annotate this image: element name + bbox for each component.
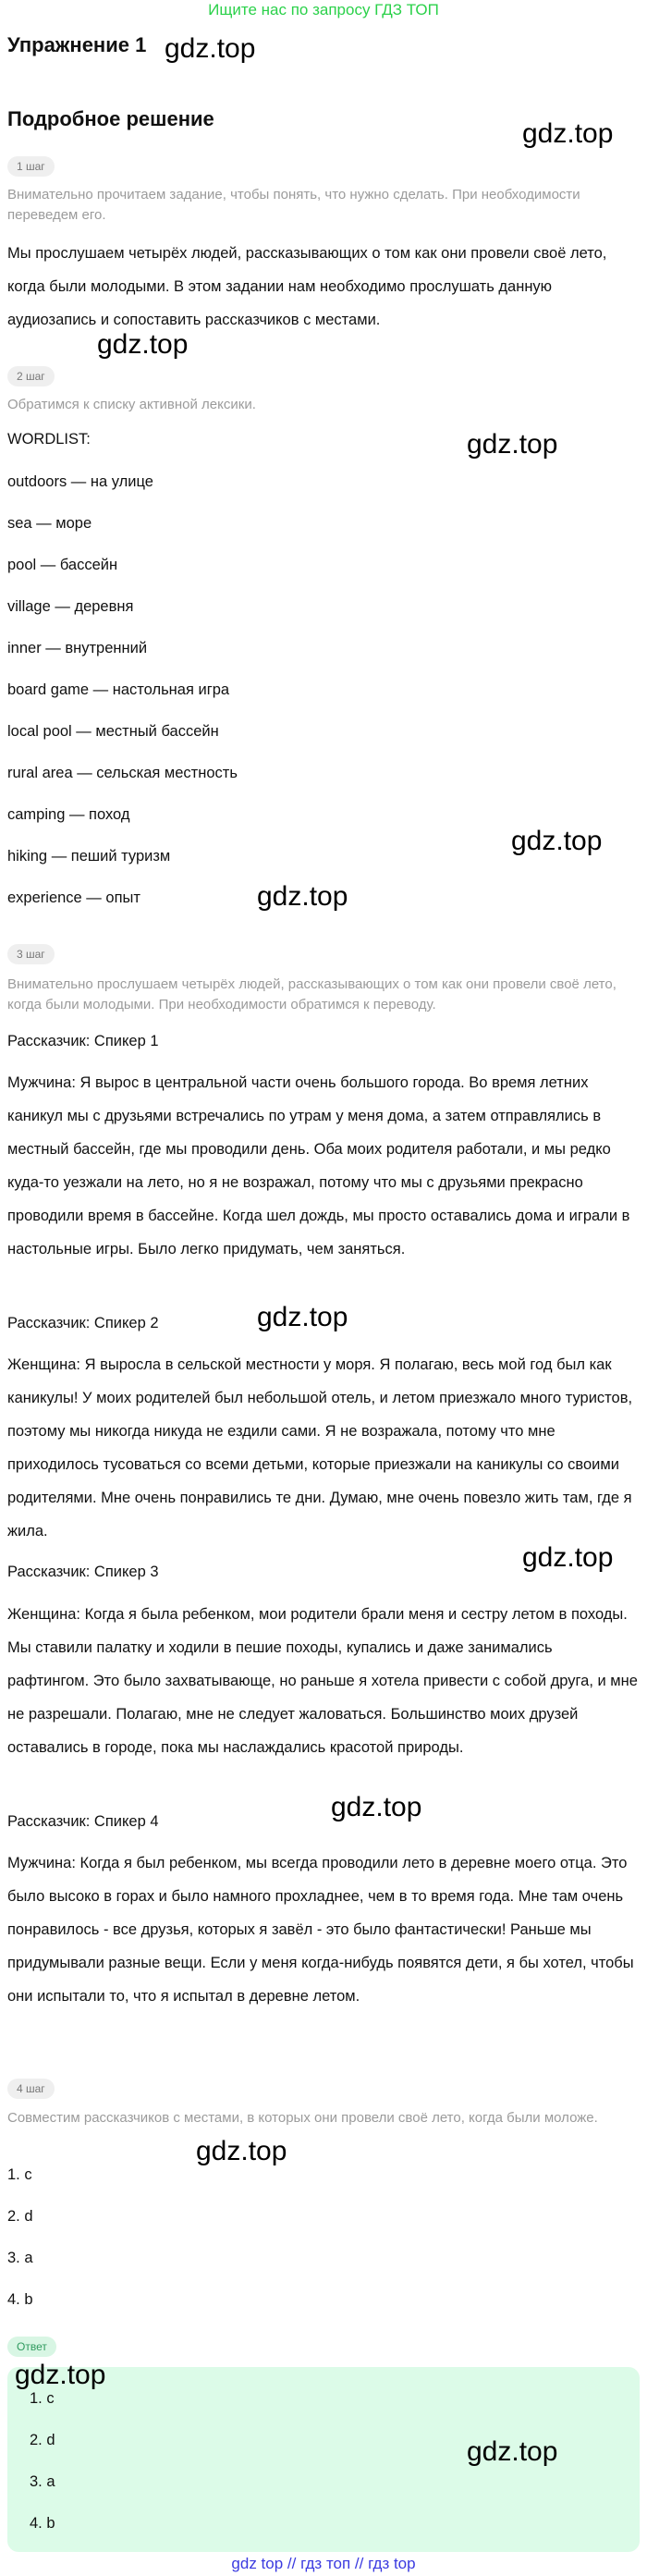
speaker-label: Рассказчик: Спикер 2 (7, 1315, 159, 1331)
step-1-hint: Внимательно прочитаем задание, чтобы понять, что нужно сделать. При необходимости переведем его. (7, 187, 580, 223)
word-item: local pool — местный бассейн (7, 723, 219, 740)
answer-item: 1. c (30, 2390, 55, 2407)
step-2-badge: 2 шаг (7, 366, 55, 386)
speaker-text: Мужчина: Я вырос в центральной части очень большого города. Во время летних каникул мы с друзьями встречались по утрам у меня дома, а затем отправлялись в местный бассейн, где мы проводили день. Оба моих родителя работали, и мы редко куда-то уезжали на лето, но я не возражал, потому что мы с друзьями прекрасно проводили время в бассейне. Когда шел дождь, мы просто оставались дома и играли в настольные игры. Было легко придумать, чем заняться. (7, 1074, 630, 1257)
watermark: gdz.top (511, 826, 603, 856)
speaker-text: Женщина: Я выросла в сельской местности у моря. Я полагаю, весь мой год был как каникулы! У моих родителей был небольшой отель, и летом приезжало много туристов, поэтому мы никогда никуда не ездили сами. Я не возражала, потому что мне приходилось тусоваться со всеми детьми, которые приезжали на каникулы со своими родителями. Мне очень понравились те дни. Думаю, мне очень повезло жить там, где я жила. (7, 1356, 633, 1539)
step-4-hint: Совместим рассказчиков с местами, в которых они провели своё лето, когда были моложе. (7, 2110, 598, 2126)
match-item: 3. a (7, 2250, 33, 2266)
footer-links[interactable]: gdz top // гдз топ // гдз top (231, 2555, 416, 2572)
watermark: gdz.top (165, 33, 256, 64)
match-item: 1. c (7, 2166, 32, 2183)
answer-item: 2. d (30, 2432, 55, 2448)
word-item: experience — опыт (7, 889, 140, 906)
page-title: Упражнение 1 (7, 33, 147, 56)
answer-item: 4. b (30, 2515, 55, 2532)
word-item: pool — бассейн (7, 557, 118, 573)
step-1-text: Мы прослушаем четырёх людей, рассказывающих о том как они провели своё лето, когда были молодыми. В этом задании нам необходимо прослушать данную аудиозапись и сопоставить рассказчиков с местами. (7, 245, 607, 328)
speaker-label: Рассказчик: Спикер 3 (7, 1564, 159, 1580)
speaker-text: Мужчина: Когда я был ребенком, мы всегда проводили лето в деревне моего отца. Это было высоко в горах и было намного прохладнее, чем в то время года. Мне там очень понравилось - все друзья, которых я завёл - это было фантастически! Раньше мы придумывали разные вещи. Если у меня когда-нибудь появятся дети, я бы хотел, чтобы они испытали то, что я испытал в деревне летом. (7, 1855, 634, 2005)
match-item: 4. b (7, 2291, 33, 2308)
watermark: gdz.top (257, 1302, 348, 1332)
watermark: gdz.top (467, 2436, 558, 2467)
answer-item: 3. a (30, 2473, 55, 2490)
word-item: outdoors — на улице (7, 473, 153, 490)
promo-banner: Ищите нас по запросу ГДЗ ТОП (208, 1, 439, 18)
step-2-hint: Обратимся к списку активной лексики. (7, 397, 256, 412)
wordlist-title: WORDLIST: (7, 431, 91, 448)
answer-badge: Ответ (7, 2337, 56, 2357)
speaker-label: Рассказчик: Спикер 1 (7, 1033, 159, 1049)
step-3-hint: Внимательно прослушаем четырёх людей, рассказывающих о том как они провели своё лето, когда были молодыми. При необходимости обратимся к переводу. (7, 976, 616, 1012)
word-item: village — деревня (7, 598, 134, 615)
word-item: sea — море (7, 515, 92, 532)
word-item: camping — поход (7, 806, 130, 823)
step-4-badge: 4 шаг (7, 2079, 55, 2099)
watermark: gdz.top (97, 329, 189, 360)
watermark: gdz.top (522, 1542, 614, 1573)
word-item: board game — настольная игра (7, 681, 230, 698)
match-item: 2. d (7, 2208, 33, 2225)
step-3-badge: 3 шаг (7, 944, 55, 964)
word-item: rural area — сельская местность (7, 765, 238, 781)
speaker-text: Женщина: Когда я была ребенком, мои родители брали меня и сестру летом в походы. Мы ставили палатку и ходили в пешие походы, купались и даже занимались рафтингом. Это было захватывающе, но раньше я хотела привести с собой друга, и мне не разрешали. Полагаю, мне не следует жаловаться. Большинство моих друзей оставались в городе, пока мы наслаждались красотой природы. (7, 1606, 638, 1756)
word-item: hiking — пеший туризм (7, 848, 171, 865)
watermark: gdz.top (331, 1792, 422, 1822)
watermark: gdz.top (15, 2360, 106, 2390)
watermark: gdz.top (467, 429, 558, 460)
speaker-label: Рассказчик: Спикер 4 (7, 1813, 159, 1830)
watermark: gdz.top (257, 881, 348, 912)
section-title: Подробное решение (7, 107, 214, 130)
watermark: gdz.top (522, 118, 614, 149)
word-item: inner — внутренний (7, 640, 148, 656)
watermark: gdz.top (196, 2136, 287, 2166)
step-1-badge: 1 шаг (7, 156, 55, 177)
